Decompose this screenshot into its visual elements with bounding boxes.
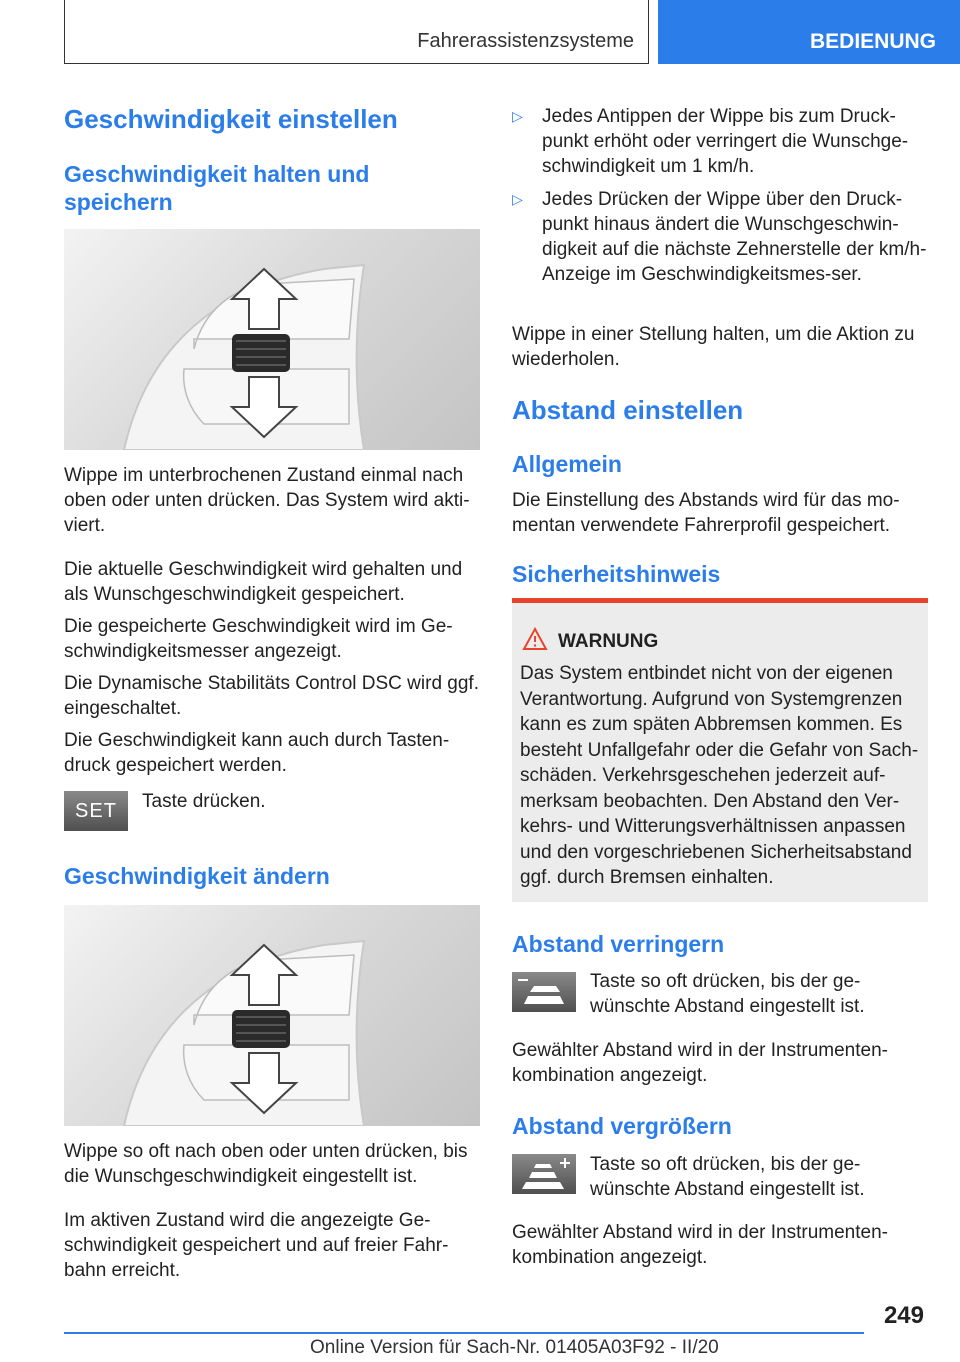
bullet-triangle-icon: ▷ — [512, 191, 523, 207]
distance-decrease-key-text: Taste so oft drücken, bis der ge-wünschte Abstand eingestellt ist. — [590, 971, 865, 1017]
bullet-text: Jedes Drücken der Wippe über den Druck-punkt hinaus ändert die Wunschgeschwin-digkeit auf die nächste Zehnerstelle der km/h-Anzeige im Geschwindigkeitsmes-ser. — [542, 189, 927, 285]
paragraph-key-store: Die Geschwindigkeit kann auch durch Tasten-druck gespeichert werden. — [64, 730, 450, 776]
heading-safety: Sicherheitshinweis — [512, 561, 721, 587]
set-key-label: SET — [75, 799, 117, 822]
paragraph-dsc: Die Dynamische Stabilitäts Control DSC wird ggf. eingeschaltet. — [64, 673, 479, 719]
paragraph-decrease-display: Gewählter Abstand wird in der Instrumenten-kombination angezeigt. — [512, 1040, 888, 1086]
paragraph-general: Die Einstellung des Abstands wird für das mo-mentan verwendete Fahrerprofil gespeichert. — [512, 490, 900, 536]
heading-distance-set: Abstand einstellen — [512, 395, 744, 425]
bullet-text: Jedes Antippen der Wippe bis zum Druck-punkt erhöht oder verringert die Wunschge-schwindigkeit um 1 km/h. — [542, 106, 909, 177]
warning-title: WARNUNG — [558, 631, 659, 652]
heading-speed-change: Geschwindigkeit ändern — [64, 863, 330, 889]
heading-general: Allgemein — [512, 451, 622, 477]
header-section-title: Fahrerassistenzsysteme — [417, 30, 634, 52]
rocker-switch-illustration-2 — [64, 905, 480, 1126]
heading-distance-increase: Abstand vergrößern — [512, 1113, 732, 1139]
warning-triangle-icon — [522, 627, 548, 651]
paragraph-active-state: Im aktiven Zustand wird die angezeigte Ge-schwindigkeit gespeichert und auf freier Fahr-bahn erreicht. — [64, 1210, 449, 1281]
rocker-switch-illustration-1 — [64, 229, 480, 450]
header-chapter-title: BEDIENUNG — [810, 30, 937, 53]
distance-decrease-key-icon — [512, 972, 576, 1012]
set-key-icon — [64, 791, 128, 831]
paragraph-current-speed: Die aktuelle Geschwindigkeit wird gehalten und als Wunschgeschwindigkeit gespeichert. — [64, 559, 463, 605]
paragraph-hold-rocker: Wippe in einer Stellung halten, um die Aktion zu wiederholen. — [512, 324, 915, 370]
warning-text: Das System entbindet nicht von der eigenen Verantwortung. Aufgrund von Systemgrenzen kann es zum späten Abbremsen kommen. Es besteht Unfallgefahr oder die Gefahr von Sach-schäden. Verkehrsgeschehen jederzeit auf-merksam beobachten. Den Abstand den Ver-kehrs- und Witterungsverhältnissen anpassen und den vorgeschriebenen Sicherheitsabstand ggf. durch Bremsen einhalten. — [520, 663, 919, 888]
page-number: 249 — [883, 1302, 924, 1329]
distance-increase-key-icon — [512, 1154, 576, 1194]
heading-distance-decrease: Abstand verringern — [512, 931, 725, 957]
distance-increase-key-text: Taste so oft drücken, bis der ge-wünschte Abstand eingestellt ist. — [590, 1154, 865, 1200]
header-section-box — [64, 0, 649, 64]
steering-wheel-rocker-photo-2 — [64, 905, 480, 1126]
heading-speed-hold: Geschwindigkeit halten und speichern — [64, 161, 370, 215]
paragraph-rocker-adjust: Wippe so oft nach oben oder unten drücken, bis die Wunschgeschwindigkeit eingestellt ist. — [64, 1141, 468, 1187]
warning-box — [512, 598, 928, 902]
footer-divider — [64, 1332, 864, 1334]
set-key-text: Taste drücken. — [142, 791, 266, 812]
paragraph-stored-speed: Die gespeicherte Geschwindigkeit wird im Ge-schwindigkeitsmesser angezeigt. — [64, 616, 453, 662]
paragraph-rocker-activate: Wippe im unterbrochenen Zustand einmal nach oben oder unten drücken. Das System wird akti-viert. — [64, 465, 470, 536]
footer-version: Online Version für Sach-Nr. 01405A03F92 - II/20 — [310, 1337, 719, 1358]
heading-speed-set: Geschwindigkeit einstellen — [64, 104, 398, 134]
header-chapter-box — [658, 0, 960, 64]
paragraph-increase-display: Gewählter Abstand wird in der Instrumenten-kombination angezeigt. — [512, 1222, 888, 1268]
steering-wheel-rocker-photo-1 — [64, 229, 480, 450]
bullet-triangle-icon: ▷ — [512, 108, 523, 124]
